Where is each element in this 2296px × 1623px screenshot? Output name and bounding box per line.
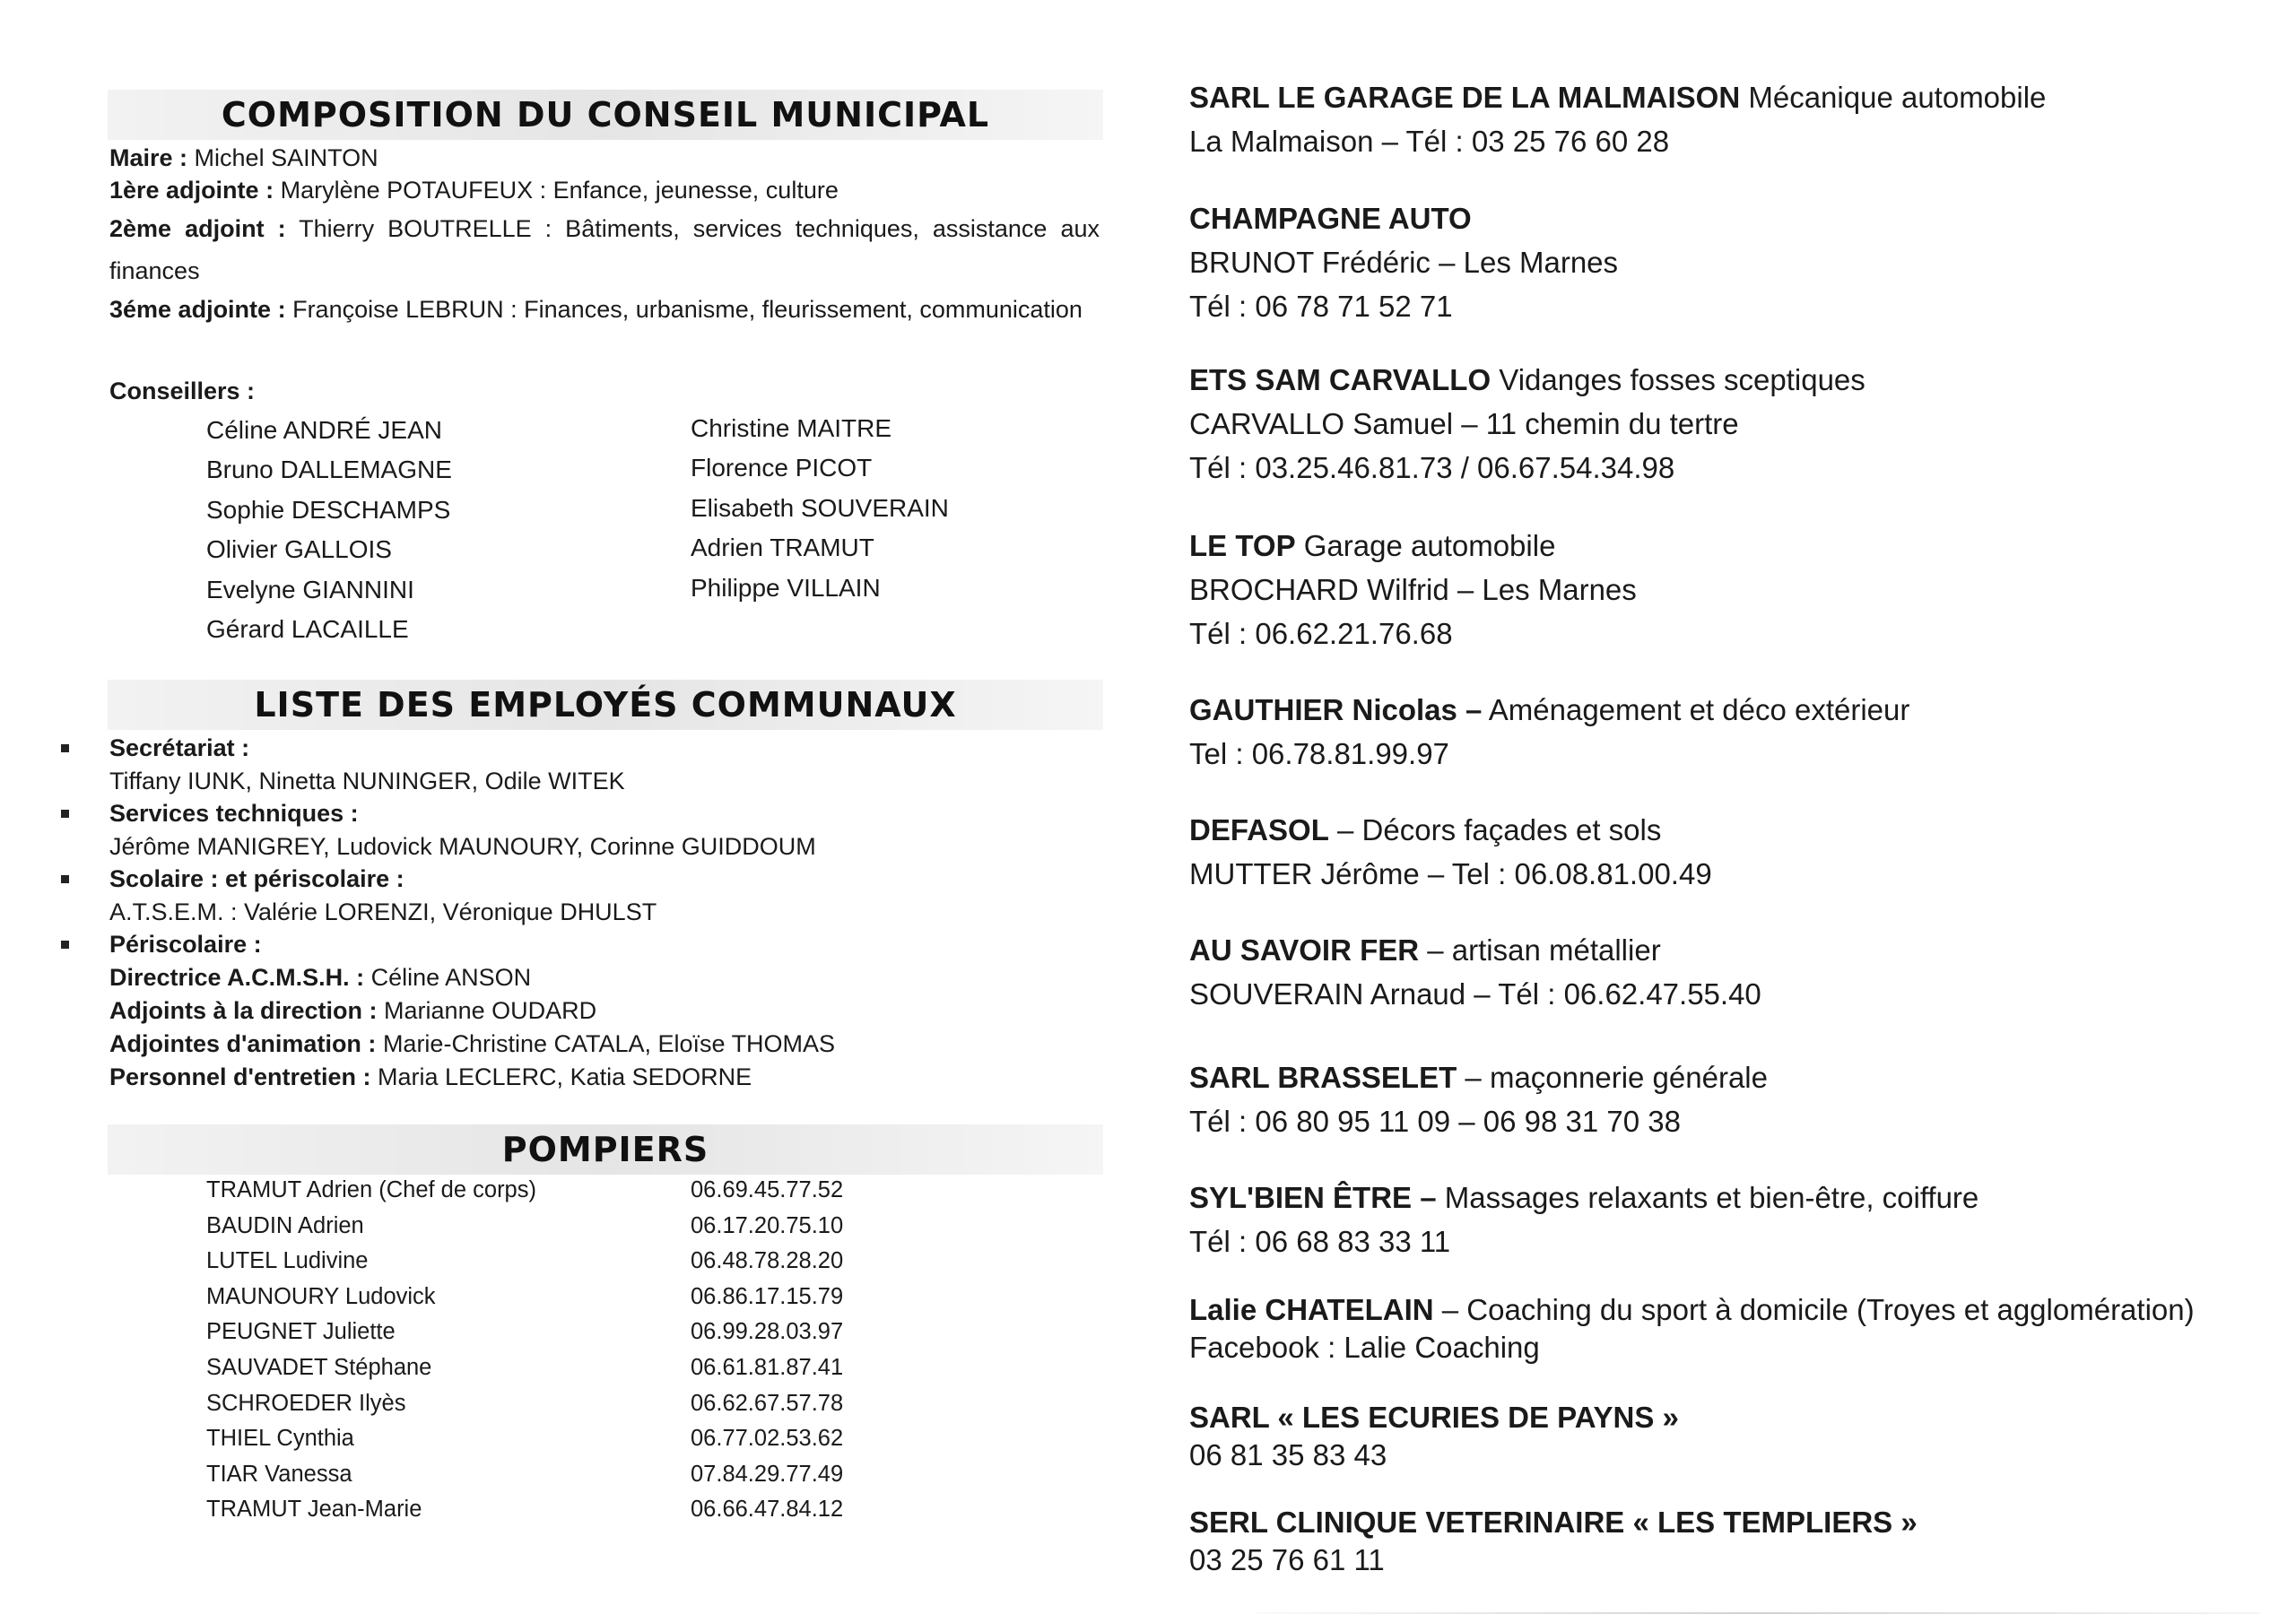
business-detail: BROCHARD Wilfrid – Les Marnes <box>1189 573 1637 606</box>
business-detail: Tél : 06.62.21.76.68 <box>1189 617 1453 650</box>
conseiller-name: Philippe VILLAIN <box>691 573 881 602</box>
pompier-name: LUTEL Ludivine <box>206 1248 369 1274</box>
business-desc: Garage automobile <box>1295 529 1556 562</box>
conseillers-line <box>109 376 255 406</box>
employe-group <box>109 863 1105 928</box>
business-entry <box>1189 1055 2283 1143</box>
periscolaire-role-label: Personnel d'entretien : <box>109 1063 371 1090</box>
business-detail: BRUNOT Frédéric – Les Marnes <box>1189 246 1619 279</box>
conseiller-name: Sophie DESCHAMPS <box>206 495 451 524</box>
pompier-phone: 06.66.47.84.12 <box>691 1497 844 1523</box>
periscolaire-role-value: Marie-Christine CATALA, Eloïse THOMAS <box>382 1029 836 1057</box>
adjoint3-line <box>109 289 1100 331</box>
periscolaire-role-value: Maria LECLERC, Katia SEDORNE <box>378 1063 752 1090</box>
pompier-phone: 06.99.28.03.97 <box>691 1319 844 1345</box>
employe-group-value: Jérôme MANIGREY, Ludovick MAUNOURY, Corinne GUIDDOUM <box>109 832 816 860</box>
business-directory <box>1189 0 2283 1623</box>
business-detail: Tél : 06 68 83 33 11 <box>1189 1225 1451 1258</box>
conseiller-name: Florence PICOT <box>691 454 873 482</box>
bullet-icon <box>61 875 69 883</box>
employe-group <box>109 928 1105 961</box>
business-desc: – maçonnerie générale <box>1457 1061 1768 1094</box>
business-detail: Tél : 06 78 71 52 71 <box>1189 290 1453 323</box>
employe-group-label: Périscolaire : <box>109 931 262 958</box>
pompier-phone: 06.48.78.28.20 <box>691 1248 844 1274</box>
business-entry <box>1189 1291 2283 1367</box>
business-desc: Massages relaxants et bien-être, coiffure <box>1436 1181 1979 1214</box>
adjoint1-line <box>109 175 839 205</box>
conseiller-name: Bruno DALLEMAGNE <box>206 456 452 484</box>
employe-group-value: A.T.S.E.M. : Valérie LORENZI, Véronique DHULST <box>109 898 657 925</box>
pompier-name: PEUGNET Juliette <box>206 1319 396 1345</box>
business-entry <box>1189 524 2283 655</box>
employes-list <box>109 732 1105 1094</box>
business-entry <box>1189 688 2283 776</box>
employe-group-value: Tiffany IUNK, Ninetta NUNINGER, Odile WITEK <box>109 767 625 794</box>
business-name: SARL LE GARAGE DE LA MALMAISON <box>1189 81 1741 114</box>
conseiller-name: Christine MAITRE <box>691 414 892 442</box>
adjoint1-value: Marylène POTAUFEUX : Enfance, jeunesse, culture <box>280 177 839 204</box>
pompier-name: SCHROEDER Ilyès <box>206 1390 406 1416</box>
pompier-name: SAUVADET Stéphane <box>206 1354 432 1380</box>
periscolaire-role-label: Adjointes d'animation : <box>109 1029 377 1057</box>
business-name: ETS SAM CARVALLO <box>1189 363 1492 396</box>
business-entry <box>1189 75 2283 163</box>
pompiers-phones <box>691 1173 843 1528</box>
business-name: SARL BRASSELET <box>1189 1061 1457 1094</box>
employe-group-label: Scolaire : et périscolaire : <box>109 865 404 892</box>
business-name: SYL'BIEN ÊTRE – <box>1189 1181 1437 1214</box>
pompiers-names <box>206 1173 536 1528</box>
pompier-name: THIEL Cynthia <box>206 1426 354 1452</box>
conseillers-column-1 <box>206 411 452 649</box>
business-entry <box>1189 1504 2283 1579</box>
business-name: AU SAVOIR FER <box>1189 933 1420 967</box>
conseiller-name: Adrien TRAMUT <box>691 534 874 562</box>
business-entry <box>1189 196 2283 328</box>
business-name: DEFASOL <box>1189 813 1329 846</box>
conseiller-name: Evelyne GIANNINI <box>206 575 414 603</box>
employes-title: LISTE DES EMPLOYÉS COMMUNAUX <box>108 680 1103 730</box>
business-detail: Tél : 03.25.46.81.73 / 06.67.54.34.98 <box>1189 451 1675 484</box>
business-detail: MUTTER Jérôme – Tel : 06.08.81.00.49 <box>1189 857 1712 890</box>
periscolaire-role-label: Adjoints à la direction : <box>109 996 378 1024</box>
pompier-name: MAUNOURY Ludovick <box>206 1283 436 1309</box>
pompier-phone: 06.61.81.87.41 <box>691 1354 844 1380</box>
periscolaire-details <box>109 961 1105 1094</box>
business-name: SARL « LES ECURIES DE PAYNS » <box>1189 1401 1679 1434</box>
bottom-divider <box>1256 1612 2260 1614</box>
business-name: CHAMPAGNE AUTO <box>1189 202 1472 235</box>
adjoint3-value: Françoise LEBRUN : Finances, urbanisme, fleurissement, communication <box>292 296 1083 323</box>
bullet-icon <box>61 810 69 818</box>
business-name: Lalie CHATELAIN <box>1189 1293 1434 1326</box>
business-entry <box>1189 808 2283 896</box>
adjoint3-label: 3éme adjointe : <box>109 296 286 323</box>
maire-value: Michel SAINTON <box>194 144 378 171</box>
business-detail: 03 25 76 61 11 <box>1189 1543 1385 1576</box>
business-desc: Aménagement et déco extérieur <box>1482 693 1910 726</box>
conseiller-name: Gérard LACAILLE <box>206 615 409 644</box>
adjoint1-label: 1ère adjointe : <box>109 177 274 204</box>
maire-line <box>109 143 378 173</box>
business-detail: Tel : 06.78.81.99.97 <box>1189 737 1449 770</box>
conseillers-label: Conseillers : <box>109 378 256 404</box>
adjoint2-line <box>109 208 1100 292</box>
pompier-name: TRAMUT Jean-Marie <box>206 1497 422 1523</box>
conseiller-name: Céline ANDRÉ JEAN <box>206 416 442 444</box>
periscolaire-role-value: Céline ANSON <box>370 963 532 991</box>
business-detail: CARVALLO Samuel – 11 chemin du tertre <box>1189 407 1739 440</box>
business-detail: Facebook : Lalie Coaching <box>1189 1331 1540 1364</box>
business-desc: – Coaching du sport à domicile (Troyes et agglomération) <box>1433 1293 2195 1326</box>
business-name: SERL CLINIQUE VETERINAIRE « LES TEMPLIERS » <box>1189 1506 1918 1539</box>
pompier-phone: 07.84.29.77.49 <box>691 1461 844 1487</box>
pompier-name: TRAMUT Adrien (Chef de corps) <box>206 1177 536 1202</box>
conseiller-name: Elisabeth SOUVERAIN <box>691 493 949 522</box>
employe-group-label: Secrétariat : <box>109 734 250 761</box>
pompiers-title: POMPIERS <box>108 1124 1103 1175</box>
employe-group <box>109 797 1105 863</box>
business-desc: Vidanges fosses sceptiques <box>1491 363 1866 396</box>
adjoint2-label: 2ème adjoint : <box>109 215 286 242</box>
business-detail: SOUVERAIN Arnaud – Tél : 06.62.47.55.40 <box>1189 977 1761 1011</box>
pompier-phone: 06.77.02.53.62 <box>691 1426 844 1452</box>
conseiller-name: Olivier GALLOIS <box>206 535 392 564</box>
bullet-icon <box>61 744 69 752</box>
employe-group <box>109 732 1105 797</box>
business-desc: – Décors façades et sols <box>1328 813 1662 846</box>
maire-label: Maire : <box>109 144 188 171</box>
employe-group-label: Services techniques : <box>109 800 359 827</box>
business-name: GAUTHIER Nicolas – <box>1189 693 1483 726</box>
adjoint2-value: Thierry BOUTRELLE : Bâtiments, services techniques, assistance aux finances <box>109 215 1100 284</box>
pompier-phone: 06.17.20.75.10 <box>691 1212 844 1238</box>
business-name: LE TOP <box>1189 529 1296 562</box>
business-entry <box>1189 358 2283 490</box>
conseillers-column-2 <box>691 409 949 608</box>
business-desc: Mécanique automobile <box>1740 81 2047 114</box>
business-entry <box>1189 928 2283 1016</box>
pompier-name: BAUDIN Adrien <box>206 1212 364 1238</box>
business-desc: – artisan métallier <box>1419 933 1661 967</box>
business-detail: La Malmaison – Tél : 03 25 76 60 28 <box>1189 125 1670 158</box>
pompier-name: TIAR Vanessa <box>206 1461 352 1487</box>
business-entry <box>1189 1399 2283 1474</box>
periscolaire-role-value: Marianne OUDARD <box>384 996 597 1024</box>
pompier-phone: 06.62.67.57.78 <box>691 1390 844 1416</box>
business-detail: 06 81 35 83 43 <box>1189 1438 1387 1471</box>
council-title: COMPOSITION DU CONSEIL MUNICIPAL <box>108 90 1103 140</box>
business-entry <box>1189 1176 2283 1263</box>
bullet-icon <box>61 941 69 949</box>
business-detail: Tél : 06 80 95 11 09 – 06 98 31 70 38 <box>1189 1105 1681 1138</box>
periscolaire-role-label: Directrice A.C.M.S.H. : <box>109 963 365 991</box>
left-column <box>0 0 1112 1623</box>
pompier-phone: 06.86.17.15.79 <box>691 1283 844 1309</box>
pompier-phone: 06.69.45.77.52 <box>691 1177 844 1202</box>
